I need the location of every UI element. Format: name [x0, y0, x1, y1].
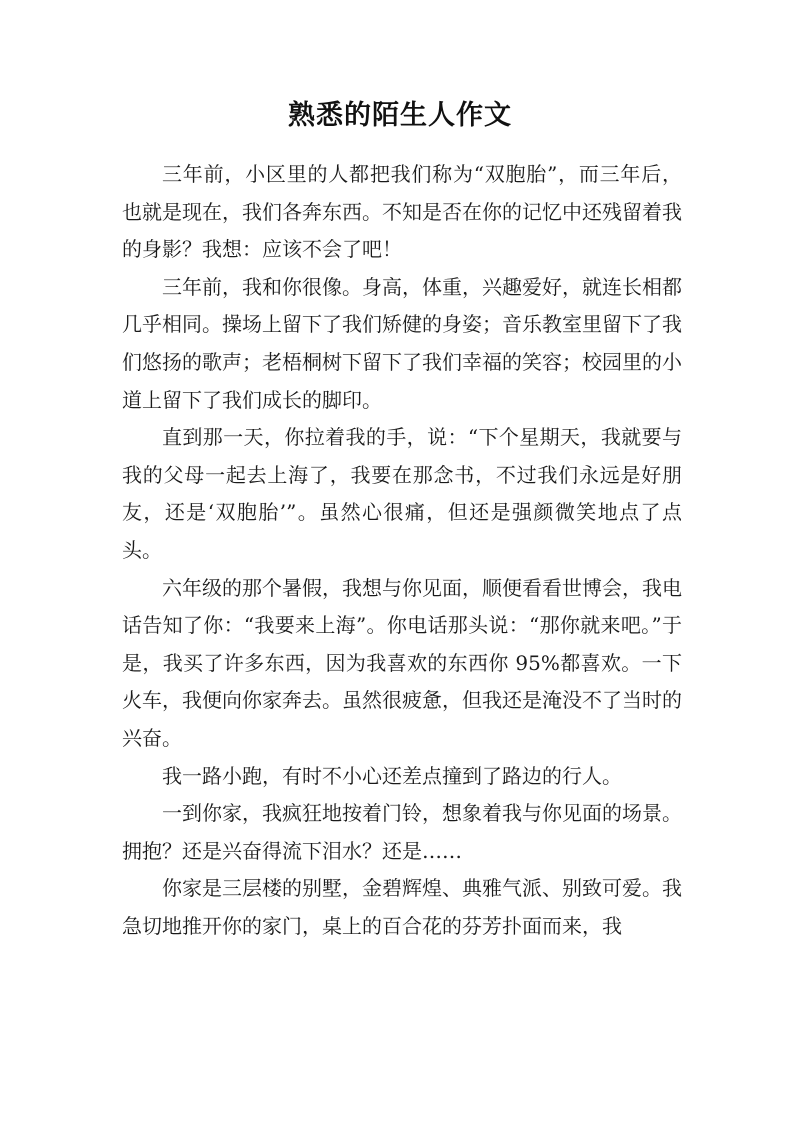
paragraph: 六年级的那个暑假，我想与你见面，顺便看看世博会，我电话告知了你：“我要来上海”。你电话那头说：“那你就来吧。”于是，我买了许多东西，因为我喜欢的东西你 95%都喜欢。一下火车，我便向你家奔去。虽然很疲惫，但我还是淹没不了当时的兴奋。 [122, 575, 682, 750]
paragraph: 你家是三层楼的别墅，金碧辉煌、典雅气派、别致可爱。我急切地推开你的家门，桌上的百合花的芬芳扑面而来，我 [122, 876, 682, 938]
paragraph: 直到那一天，你拉着我的手，说：“下个星期天，我就要与我的父母一起去上海了，我要在那念书，不过我们永远是好朋友，还是‘双胞胎’”。虽然心很痛，但还是强颜微笑地点了点头。 [122, 425, 682, 562]
document-title: 熟悉的陌生人作文 [288, 100, 512, 131]
paragraph: 我一路小跑，有时不小心还差点撞到了路边的行人。 [162, 763, 622, 788]
paragraph: 一到你家，我疯狂地按着门铃，想象着我与你见面的场景。拥抱？还是兴奋得流下泪水？还是…… [122, 801, 682, 863]
paragraph: 三年前，我和你很像。身高，体重，兴趣爱好，就连长相都几乎相同。操场上留下了我们矫健的身姿；音乐教室里留下了我们悠扬的歌声；老梧桐树下留下了我们幸福的笑容；校园里的小道上留下了我们成长的脚印。 [122, 274, 682, 412]
paragraph: 三年前，小区里的人都把我们称为“双胞胎”，而三年后，也就是现在，我们各奔东西。不知是否在你的记忆中还残留着我的身影？我想：应该不会了吧！ [122, 162, 682, 262]
document-body [122, 156, 682, 945]
